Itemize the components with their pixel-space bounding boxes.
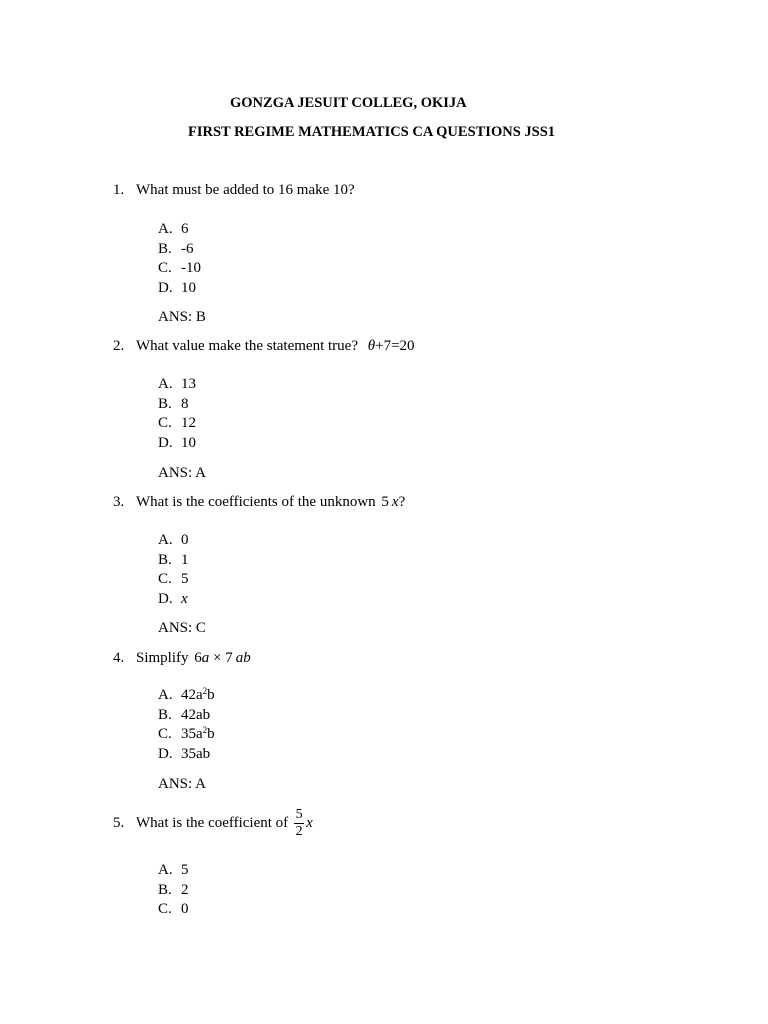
school-name: GONZGA JESUIT COLLEG, OKIJA (230, 95, 467, 111)
question-5: 5. What is the coefficient of $\frac{5}{2}$ x (113, 807, 313, 839)
question-number: 4. (113, 650, 125, 666)
option: B. -6 (158, 240, 194, 257)
option: D. 10 (158, 434, 196, 451)
answer-3: ANS: C (158, 620, 206, 636)
question-2 (113, 337, 415, 356)
option: C. -10 (158, 260, 201, 276)
question-text: What must be added to 16 make 10? (136, 182, 355, 198)
option: C. 5 (158, 571, 189, 587)
options-list-1 (158, 220, 201, 298)
question-number: 1. (113, 182, 125, 198)
question-number: 3. (113, 494, 125, 510)
question-1 (113, 181, 355, 200)
question-4 (113, 649, 251, 668)
question-text: What is the coefficient of (136, 814, 289, 831)
equation: θ+7=20 (367, 338, 415, 354)
option: B. 2 (158, 881, 189, 898)
question-number: 5. (113, 814, 125, 831)
answer-1: ANS: B (158, 309, 206, 325)
option: C. 0 (158, 901, 189, 917)
question-text: What value make the statement true? (136, 338, 358, 354)
option: C. $35a^2b$ (158, 725, 215, 742)
options-list-5 (158, 861, 189, 920)
options-list-4 (158, 686, 215, 764)
answer-4: ANS: A (158, 776, 206, 792)
option: A. 5 (158, 862, 189, 878)
options-list-3 (158, 531, 189, 609)
options-list-2 (158, 375, 196, 453)
option: A. 13 (158, 376, 196, 392)
option: B. 42ab (158, 706, 211, 723)
option: D. x (158, 590, 188, 607)
option: A. $42a^2b$ (158, 686, 215, 703)
answer-2: ANS: A (158, 465, 206, 481)
option: A. 6 (158, 221, 189, 237)
question-3 (113, 493, 405, 512)
document-title: FIRST REGIME MATHEMATICS CA QUESTIONS JSS1 (188, 124, 556, 140)
expression: 6a × 7 ab (194, 650, 251, 666)
question-text: What is the coefficients of the unknown (136, 494, 376, 510)
expression: 5 x? (381, 494, 406, 510)
option: C. 12 (158, 415, 196, 431)
option: B. 1 (158, 551, 189, 568)
option: D. 35ab (158, 745, 211, 762)
option: B. 8 (158, 395, 189, 412)
question-text: Simplify (136, 650, 189, 666)
option: D. 10 (158, 279, 196, 296)
fraction: $\frac{5}{2}$ (295, 807, 303, 839)
option: A. 0 (158, 532, 189, 548)
question-number: 2. (113, 338, 125, 354)
